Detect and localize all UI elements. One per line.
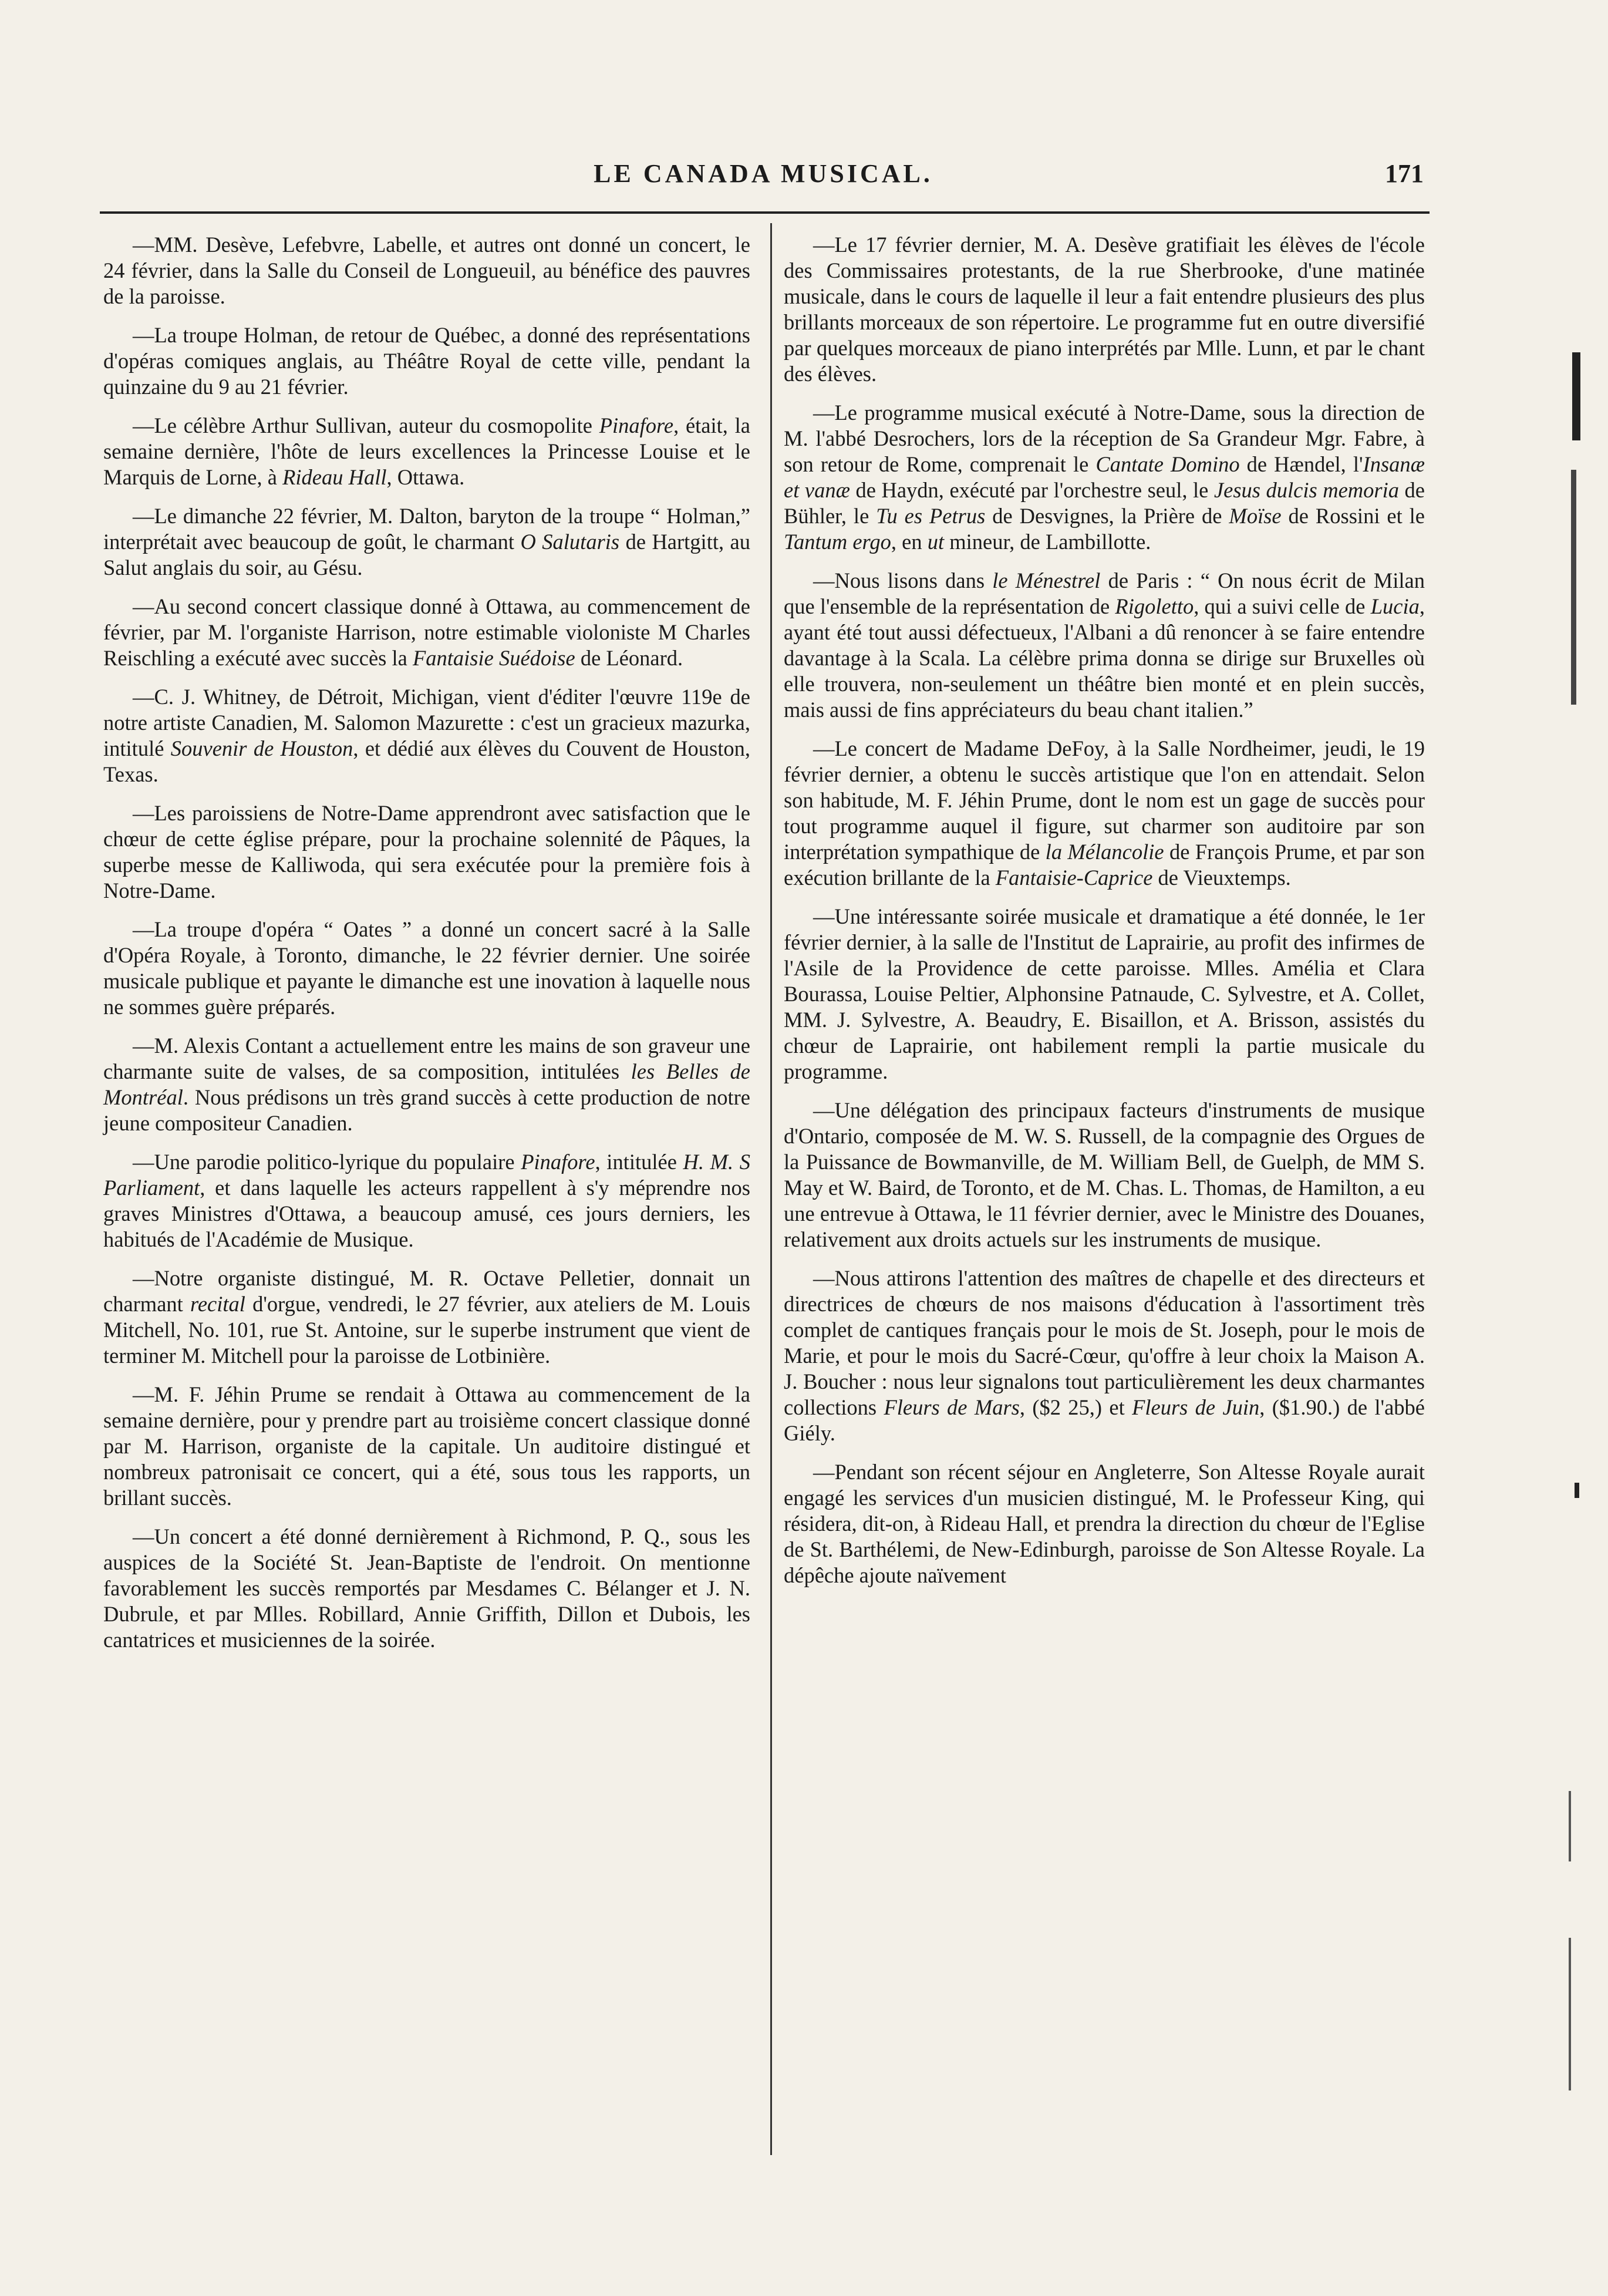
paragraph-text: —Nous lisons dans	[813, 568, 993, 592]
news-item	[784, 736, 1425, 891]
italic-title-text: Tu es Petrus	[876, 504, 986, 528]
news-item	[784, 568, 1425, 723]
column-divider	[770, 223, 772, 2155]
paragraph-text: de Hændel, l'	[1239, 452, 1363, 476]
paragraph-text: —Le programme musical exécuté à Notre-Dame, sous la direction de M. l'abbé Desrochers, lors de la réception de Sa Grandeur Mgr. Fabre, à son retour de Rome, comprenait le	[784, 400, 1425, 476]
italic-title-text: Jesus dulcis memoria	[1213, 478, 1400, 502]
italic-title-text: le Ménestrel	[992, 568, 1101, 592]
paragraph-text: —Le dimanche 22 février, M. Dalton, baryton de la troupe “ Holman,” interprétait avec beaucoup de goût, le charmant	[103, 504, 750, 554]
paragraph-text: , intitulée	[595, 1150, 683, 1174]
paragraph-text: de Léonard.	[575, 646, 683, 670]
italic-title-text: les Belles de Montréal	[103, 1059, 750, 1109]
news-item	[103, 1149, 750, 1253]
paragraph-text: —La troupe Holman, de retour de Québec, a donné des représentations d'opéras comiques anglais, au Théâtre Royal de cette ville, pendant la quinzaine du 9 au 21 février.	[103, 323, 750, 399]
news-item	[103, 413, 750, 490]
paragraph-text: de Desvignes, la Prière de	[985, 504, 1229, 528]
italic-title-text: Pinafore	[599, 413, 674, 437]
page-header	[103, 159, 1424, 200]
italic-title-text: Fleurs de Mars	[884, 1395, 1020, 1419]
paragraph-text: —Les paroissiens de Notre-Dame apprendront avec satisfaction que le chœur de cette église prépare, pour la prochaine solennité de Pâques, la superbe messe de Kalliwoda, qui sera exécutée pour la première fois à Notre-Dame.	[103, 801, 750, 903]
paragraph-text: —Nous attirons l'attention des maîtres de chapelle et des directeurs et directrices de chœurs de nos maisons d'éducation à l'assortiment très complet de cantiques français pour le mois de St. Joseph, pour le mois de Marie, et pour le mois du Sacré-Cœur, qu'offre à leur choix la Maison A. J. Boucher : nous leur signalons tout particulièrement les deux charmantes collections	[784, 1266, 1425, 1419]
paragraph-text: —MM. Desève, Lefebvre, Labelle, et autres ont donné un concert, le 24 février, dans la Salle du Conseil de Longueuil, au bénéfice des pauvres de la paroisse.	[103, 233, 750, 308]
paragraph-text: —Un concert a été donné dernièrement à Richmond, P. Q., sous les auspices de la Société St. Jean-Baptiste de l'endroit. On mentionne favorablement les succès remportés par Mesdames C. Bélanger et J. N. Dubrule, et par Mlles. Robillard, Annie Griffith, Dillon et Dubois, les cantatrices et musiciennes de la soirée.	[103, 1524, 750, 1652]
right-column	[784, 232, 1425, 1601]
italic-title-text: Lucia	[1370, 594, 1420, 618]
margin-mark	[1572, 352, 1580, 440]
italic-title-text: Souvenir de Houston	[170, 736, 353, 760]
news-item	[103, 503, 750, 581]
italic-title-text: Fantaisie-Caprice	[995, 866, 1153, 890]
paragraph-text: , et dans laquelle les acteurs rappellent à s'y méprendre nos graves Ministres d'Ottawa, a beaucoup amusé, ces jours derniers, les habitués de l'Académie de Musique.	[103, 1176, 750, 1251]
paragraph-text: de Hartgitt, au Salut anglais du soir, au Gésu.	[103, 530, 750, 580]
news-item	[103, 684, 750, 787]
paragraph-text: mineur, de Lambillotte.	[944, 530, 1151, 554]
margin-mark	[1569, 1791, 1571, 1861]
running-title: LE CANADA MUSICAL.	[594, 159, 933, 188]
paragraph-text: de Rossini et le	[1281, 504, 1425, 528]
paragraph-text: de Haydn, exécuté par l'orchestre seul, le	[849, 478, 1214, 502]
news-item	[103, 232, 750, 309]
italic-title-text: Insanæ et vanæ	[784, 452, 1425, 502]
paragraph-text: —Le concert de Madame DeFoy, à la Salle Nordheimer, jeudi, le 19 février dernier, a obtenu le succès artistique que l'on en attendait. Selon son habitude, M. F. Jéhin Prume, dont le nom est un gage de succès pour tout programme auquel il figure, sut charmer son auditoire par son interprétation sympathique de	[784, 736, 1425, 864]
news-item	[103, 1033, 750, 1136]
news-item	[784, 1459, 1425, 1588]
news-item	[784, 1265, 1425, 1446]
paragraph-text: de Paris : “ On nous écrit de Milan que l'ensemble de la représentation de	[784, 568, 1425, 618]
header-rule	[100, 211, 1430, 214]
italic-title-text: la Mélancolie	[1045, 840, 1164, 864]
paragraph-text: —M. F. Jéhin Prume se rendait à Ottawa au commencement de la semaine dernière, pour y prendre part au troisième concert classique donné par M. Harrison, organiste de la capitale. Un auditoire distingué et nombreux patronisait ce concert, qui a été, sous tous les rapports, un brillant succès.	[103, 1382, 750, 1510]
paragraph-text: de Bühler, le	[784, 478, 1425, 528]
news-item	[784, 904, 1425, 1085]
paragraph-text: —Le 17 février dernier, M. A. Desève gratifiait les élèves de l'école des Commissaires protestants, de la rue Sherbrooke, d'une matinée musicale, dans le cours de laquelle il leur a fait entendre plusieurs des plus brillants morceaux de son répertoire. Le programme fut en outre diversifié par quelques morceaux de piano interprétés par Mlle. Lunn, et par le chant des élèves.	[784, 233, 1425, 386]
paragraph-text: de François Prume, et par son exécution brillante de la	[784, 840, 1425, 890]
news-item	[784, 1097, 1425, 1253]
paragraph-text: —Notre organiste distingué, M. R. Octave Pelletier, donnait un charmant	[103, 1266, 750, 1316]
paragraph-text: , en	[891, 530, 928, 554]
paragraph-text: —Une délégation des principaux facteurs d'instruments de musique d'Ontario, composée de M. W. S. Russell, de la compagnie des Orgues de la Puissance de Bowmanville, de M. William Bell, de Guelph, de MM S. May et W. Baird, de Toronto, et de M. Chas. L. Thomas, de Hamilton, a eu une entrevue à Ottawa, le 11 février dernier, avec le Ministre des Douanes, relativement aux droits actuels sur les instruments de musique.	[784, 1098, 1425, 1251]
paragraph-text: —Une intéressante soirée musicale et dramatique a été donnée, le 1er février dernier, à la salle de l'Institut de Laprairie, au profit des infirmes de l'Asile de la Providence de cette paroisse. Mlles. Amélia et Clara Bourassa, Louise Peltier, Alphonsine Patnaude, C. Sylvestre, et A. Collet, MM. J. Sylvestre, A. Beaudry, E. Bisaillon, et A. Brisson, assistés du chœur de Laprairie, ont habilement rempli la partie musicale du programme.	[784, 904, 1425, 1083]
news-item	[103, 322, 750, 400]
italic-title-text: H. M. S Parliament	[103, 1150, 751, 1200]
italic-title-text: Pinafore	[521, 1150, 595, 1174]
paragraph-text: , ($1.90.) de l'abbé Giély.	[784, 1395, 1425, 1445]
paragraph-text: , et dédié aux élèves du Couvent de Houston, Texas.	[103, 736, 751, 786]
margin-mark	[1575, 1483, 1579, 1498]
paragraph-text: , était, la semaine dernière, l'hôte de leurs excellences la Princesse Louise et le Marquis de Lorne, à	[103, 413, 750, 489]
margin-mark	[1571, 470, 1576, 705]
paragraph-text: , qui a suivi celle de	[1194, 594, 1371, 618]
italic-title-text: Fantaisie Suédoise	[412, 646, 575, 670]
news-item	[103, 594, 750, 671]
paragraph-text: , ayant été tout aussi défectueux, l'Albani a dû renoncer à se faire entendre davantage à la Scala. La célèbre prima donna se dirige sur Bruxelles où elle trouvera, non-seulement un théâtre bien monté et en plein succès, mais aussi de fins appréciateurs du beau chant italien.”	[784, 594, 1425, 722]
italic-title-text: Rigoletto	[1115, 594, 1194, 618]
paragraph-text: —La troupe d'opéra “ Oates ” a donné un concert sacré à la Salle d'Opéra Royale, à Toronto, dimanche, le 22 février dernier. Une soirée musicale publique et payante le dimanche est une inovation à laquelle nous ne sommes guère préparés.	[103, 917, 750, 1019]
news-item	[784, 232, 1425, 387]
paragraph-text: d'orgue, vendredi, le 27 février, aux ateliers de M. Louis Mitchell, No. 101, rue St. Antoine, sur le superbe instrument que vient de terminer M. Mitchell pour la paroisse de Lotbinière.	[103, 1292, 751, 1368]
paragraph-text: , ($2 25,) et	[1019, 1395, 1132, 1419]
paragraph-text: —M. Alexis Contant a actuellement entre les mains de son graveur une charmante suite de valses, de sa composition, intitulées	[103, 1033, 750, 1083]
paragraph-text: , Ottawa.	[386, 465, 465, 489]
paragraph-text: —Pendant son récent séjour en Angleterre, Son Altesse Royale aurait engagé les services d'un musicien distingué, M. le Professeur King, qui résidera, dit-on, à Rideau Hall, et prendra la direction du chœur de l'Eglise de St. Barthélemi, de New-Edinburgh, paroisse de Son Altesse Royale. La dépêche ajoute naïvement	[784, 1460, 1425, 1587]
italic-title-text: Moïse	[1229, 504, 1282, 528]
page-number: 171	[1385, 159, 1424, 188]
news-item	[784, 400, 1425, 555]
italic-title-text: Fleurs de Juin	[1132, 1395, 1260, 1419]
news-item	[103, 800, 750, 904]
news-item	[103, 1524, 750, 1653]
paragraph-text: —Le célèbre Arthur Sullivan, auteur du cosmopolite	[133, 413, 599, 437]
news-item	[103, 917, 750, 1020]
margin-mark	[1569, 1938, 1571, 2090]
paragraph-text: . Nous prédisons un très grand succès à cette production de notre jeune compositeur Canadien.	[103, 1085, 750, 1135]
italic-title-text: Rideau Hall	[282, 465, 387, 489]
paragraph-text: de Vieuxtemps.	[1152, 866, 1291, 890]
paragraph-text: —Au second concert classique donné à Ottawa, au commencement de février, par M. l'organiste Harrison, notre estimable violoniste M Charles Reischling a exécuté avec succès la	[103, 594, 750, 670]
paragraph-text: —C. J. Whitney, de Détroit, Michigan, vient d'éditer l'œuvre 119e de notre artiste Canadien, M. Salomon Mazurette : c'est un gracieux mazurka, intitulé	[103, 685, 750, 760]
italic-title-text: Tantum ergo	[784, 530, 891, 554]
left-column	[103, 232, 750, 1666]
italic-title-text: O Salutaris	[520, 530, 620, 554]
news-item	[103, 1265, 750, 1369]
news-item	[103, 1382, 750, 1511]
italic-title-text: recital	[190, 1292, 245, 1316]
italic-title-text: Cantate Domino	[1095, 452, 1240, 476]
paragraph-text: —Une parodie politico-lyrique du populaire	[133, 1150, 521, 1174]
italic-title-text: ut	[927, 530, 945, 554]
